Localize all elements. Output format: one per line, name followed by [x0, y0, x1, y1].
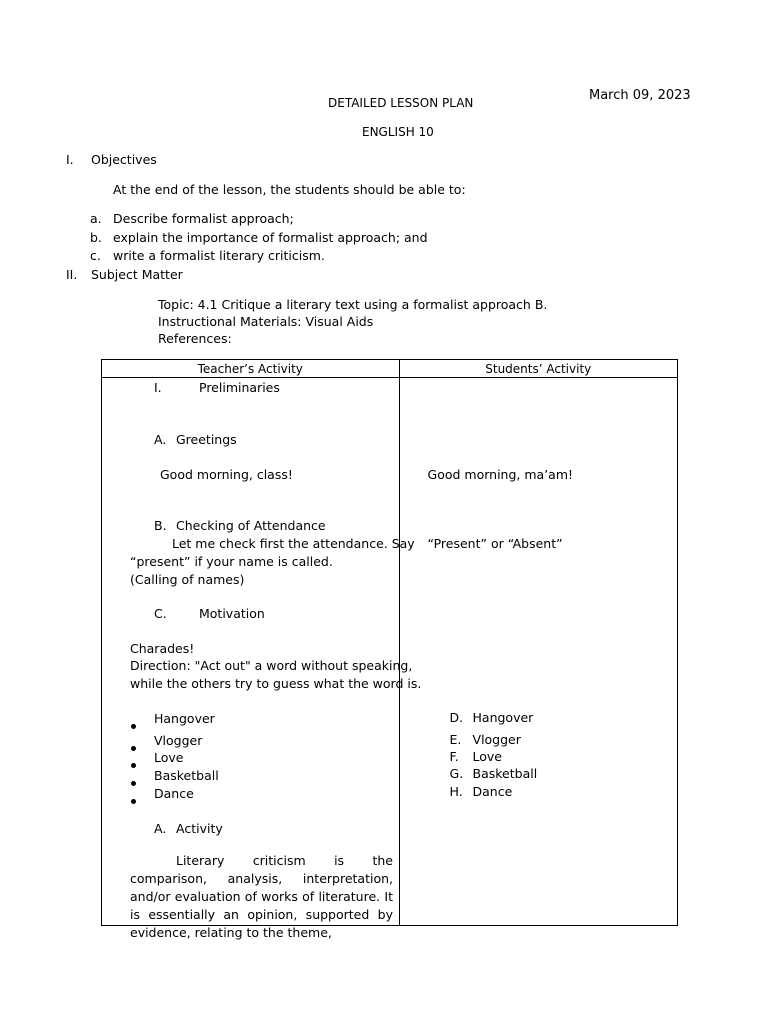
bullet-icon	[131, 763, 136, 768]
table-header-row	[102, 360, 678, 378]
table-body-row	[102, 378, 678, 926]
criticism-paragraph: Literary criticism is the comparison, analysis, interpretation, and/or evaluation of works of literature. It is essentially an opinion, supported by evidence, relating to the theme,	[130, 853, 393, 940]
greetings-heading: Greetings	[176, 432, 237, 447]
activity-table	[101, 359, 678, 940]
objective-item: Describe formalist approach;	[113, 211, 294, 226]
motivation-letter: C.	[154, 606, 167, 621]
section-1-numeral: I.	[66, 152, 74, 167]
attendance-heading: Checking of Attendance	[176, 518, 326, 533]
section-2-heading: Subject Matter	[91, 267, 183, 282]
answer-word: Love	[472, 749, 502, 764]
charades-title: Charades!	[130, 641, 195, 656]
teacher-activity-header: Teacher’s Activity	[102, 360, 400, 378]
section-1-heading: Objectives	[91, 152, 157, 167]
document-title: DETAILED LESSON PLAN	[328, 96, 474, 110]
answer-word: Vlogger	[472, 732, 521, 747]
prelim-heading: Preliminaries	[199, 380, 280, 395]
bullet-icon	[131, 799, 136, 804]
objectives-intro: At the end of the lesson, the students should be able to:	[113, 182, 466, 197]
motivation-heading: Motivation	[199, 606, 265, 621]
direction-line: Direction: "Act out" a word without speaking,	[130, 658, 413, 673]
section-2-numeral: II.	[66, 267, 78, 282]
prelim-numeral: I.	[154, 380, 162, 395]
lesson-date: March 09, 2023	[589, 88, 691, 103]
charade-word: Hangover	[154, 711, 215, 726]
answer-letter: D.	[449, 710, 464, 725]
answer-word: Dance	[472, 784, 513, 799]
objective-letter: c.	[90, 248, 101, 263]
bullet-icon	[131, 781, 136, 786]
activity-heading: Activity	[176, 821, 223, 836]
bullet-icon	[131, 724, 136, 729]
answer-letter: E.	[449, 732, 462, 747]
student-greeting: Good morning, ma’am!	[427, 467, 574, 482]
objective-item: write a formalist literary criticism.	[113, 248, 325, 263]
activity-letter: A.	[154, 821, 167, 836]
charade-word: Basketball	[154, 768, 219, 783]
students-activity-cell	[399, 378, 677, 926]
answer-letter: H.	[449, 784, 463, 799]
attendance-line: “present” if your name is called.	[130, 554, 333, 569]
answer-letter: F.	[449, 749, 459, 764]
answer-word: Hangover	[472, 710, 534, 725]
attendance-letter: B.	[154, 518, 167, 533]
student-attendance: “Present” or “Absent”	[427, 536, 563, 551]
objective-item: explain the importance of formalist approach; and	[113, 230, 428, 245]
charade-word: Vlogger	[154, 733, 203, 748]
objective-letter: b.	[90, 230, 102, 245]
references-line: References:	[158, 331, 232, 346]
materials-line: Instructional Materials: Visual Aids	[158, 314, 374, 329]
charade-word: Love	[154, 750, 184, 765]
charade-word: Dance	[154, 786, 194, 801]
teacher-greeting: Good morning, class!	[160, 467, 293, 482]
teacher-activity-cell	[102, 378, 422, 940]
subject-title: ENGLISH 10	[362, 125, 434, 139]
topic-line: Topic: 4.1 Critique a literary text using a formalist approach B.	[158, 297, 548, 312]
attendance-note: (Calling of names)	[130, 572, 245, 587]
answer-word: Basketball	[472, 766, 538, 781]
bullet-icon	[131, 746, 136, 751]
attendance-line: Let me check first the attendance. Say	[172, 536, 415, 551]
greetings-letter: A.	[154, 432, 167, 447]
objective-letter: a.	[90, 211, 102, 226]
answer-letter: G.	[449, 766, 464, 781]
students-activity-header: Students’ Activity	[399, 360, 677, 378]
direction-line: while the others try to guess what the word is.	[130, 676, 422, 691]
